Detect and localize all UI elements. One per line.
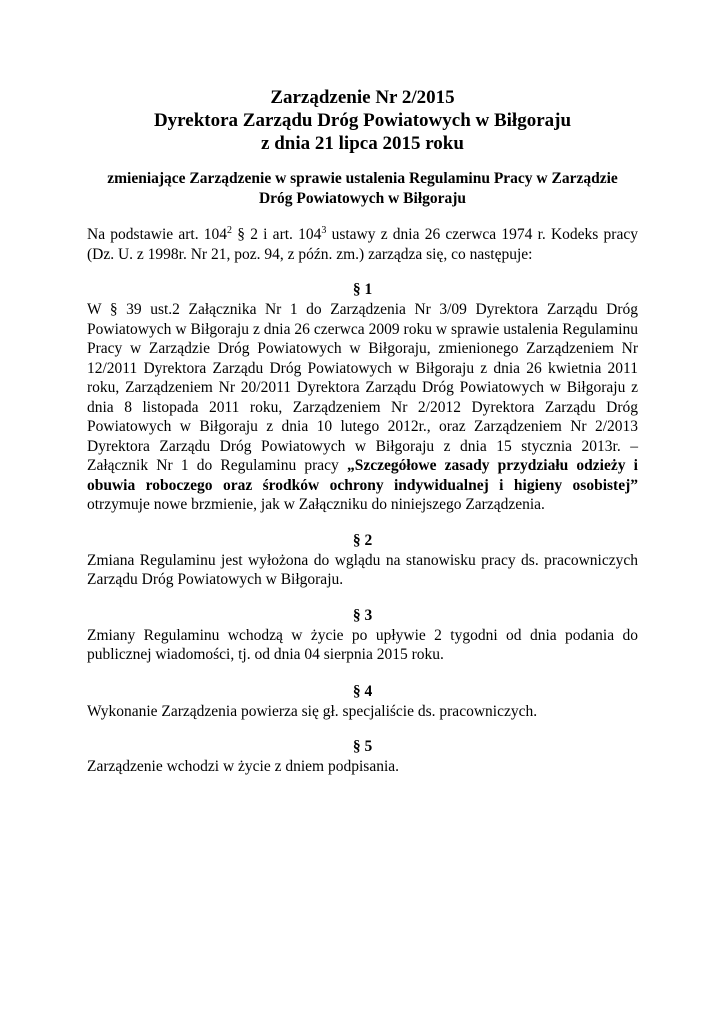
section-1-text-after: otrzymuje nowe brzmienie, jak w Załączniku do niniejszego Zarządzenia. xyxy=(87,496,545,513)
section-5-text: Zarządzenie wchodzi w życie z dniem podpisania. xyxy=(87,758,400,775)
title-line-2: Dyrektora Zarządu Dróg Powiatowych w Biłgoraju xyxy=(153,110,572,131)
section-4-text: Wykonanie Zarządzenia powierza się gł. specjaliście ds. pracowniczych. xyxy=(87,702,538,720)
section-1-text xyxy=(87,300,638,515)
basis-superscript-2: 3 xyxy=(321,225,327,236)
legal-basis xyxy=(87,225,638,264)
document-title xyxy=(87,86,638,155)
basis-superscript-1: 2 xyxy=(227,225,233,236)
section-1-heading: § 1 xyxy=(352,281,373,298)
section-5-heading: § 5 xyxy=(352,738,373,755)
section-3-text: Zmiany Regulaminu wchodzą w życie po upływie 2 tygodni od dnia podania do publicznej wiadomości, tj. od dnia 04 sierpnia 2015 roku. xyxy=(87,626,638,663)
section-4-heading: § 4 xyxy=(352,682,373,700)
basis-part-1: Na podstawie art. 104 xyxy=(87,226,228,243)
section-2-heading: § 2 xyxy=(352,531,373,549)
subtitle-line-2: Dróg Powiatowych w Biłgoraju xyxy=(258,190,467,207)
section-2-text: Zmiana Regulaminu jest wyłożona do wglądu na stanowisku pracy ds. pracowniczych Zarządu Dróg Powiatowych w Biłgoraju. xyxy=(87,551,638,588)
section-3-heading: § 3 xyxy=(352,606,373,624)
basis-part-3: ustawy z dnia 26 czerwca 1974 r. Kodeks pracy (Dz. U. z 1998r. Nr 21, poz. 94, z późn. zm.) zarządza się, co następuje: xyxy=(87,226,638,263)
document-subtitle xyxy=(87,169,638,209)
section-1-text-bold: „Szczegółowe zasady przydziału odzieży i obuwia roboczego oraz środków ochrony indywidualnej i higieny osobistej” xyxy=(87,457,638,494)
title-line-1: Zarządzenie Nr 2/2015 xyxy=(270,87,455,108)
title-line-3: z dnia 21 lipca 2015 roku xyxy=(261,133,464,154)
basis-part-2: § 2 i art. 104 xyxy=(232,226,322,243)
subtitle-line-1: zmieniające Zarządzenie w sprawie ustalenia Regulaminu Pracy w Zarządzie xyxy=(107,170,618,187)
section-1-text-before: W § 39 ust.2 Załącznika Nr 1 do Zarządzenia Nr 3/09 Dyrektora Zarządu Dróg Powiatowych w Biłgoraju z dnia 26 czerwca 2009 roku w sprawie ustalenia Regulaminu Pracy w Zarządzie Dróg Powiatowych w Biłgoraju, zmienionego Zarządzeniem Nr 12/2011 Dyrektora Zarządu Dróg Powiatowych w Biłgoraju z dnia 26 kwietnia 2011 roku, Zarządzeniem Nr 20/2011 Dyrektora Zarządu Dróg Powiatowych w Biłgoraju z dnia 8 listopada 2011 roku, Zarządzeniem Nr 2/2012 Dyrektora Zarządu Dróg Powiatowych w Biłgoraju z dnia 10 lutego 2012r., oraz Zarządzeniem Nr 2/2013 Dyrektora Zarządu Dróg Powiatowych w Biłgoraju z dnia 15 stycznia 2013r. – Załącznik Nr 1 do Regulaminu pracy xyxy=(87,301,638,474)
